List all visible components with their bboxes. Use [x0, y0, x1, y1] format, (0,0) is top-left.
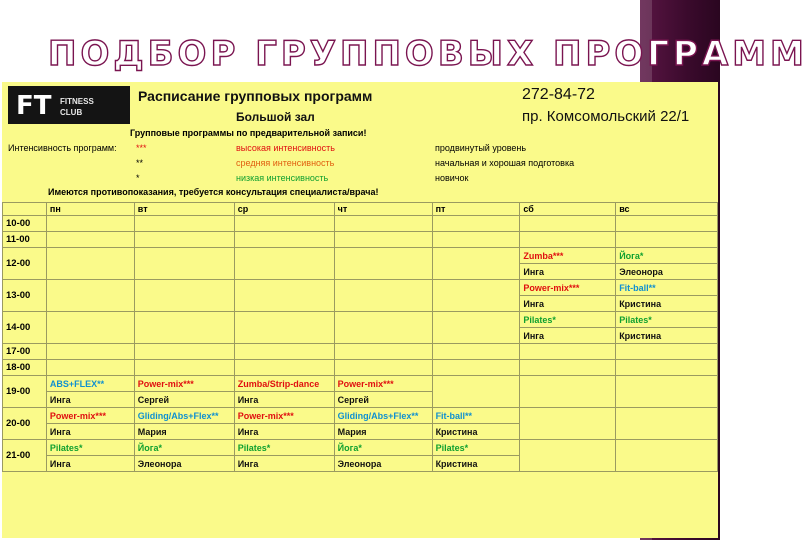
- empty-cell: [432, 280, 520, 312]
- empty-cell: [334, 248, 432, 280]
- program-name: Йога*: [616, 248, 718, 264]
- contraindication-note: Имеются противопоказания, требуется консультация специалиста/врача!: [48, 187, 379, 197]
- trainer-name: Инга: [46, 392, 134, 408]
- corner-cell: [3, 203, 47, 216]
- empty-cell: [134, 216, 234, 232]
- empty-cell: [46, 248, 134, 280]
- trainer-name: Мария: [134, 424, 234, 440]
- trainer-name: Инга: [234, 392, 334, 408]
- trainer-name: Инга: [234, 456, 334, 472]
- empty-cell: [432, 216, 520, 232]
- time-slot: 10-00: [3, 216, 47, 232]
- program-name: Power-mix***: [46, 408, 134, 424]
- empty-cell: [234, 312, 334, 344]
- day-header: пн: [46, 203, 134, 216]
- program-name: Power-mix***: [134, 376, 234, 392]
- empty-cell: [334, 312, 432, 344]
- empty-cell: [134, 344, 234, 360]
- day-header: ср: [234, 203, 334, 216]
- empty-cell: [234, 248, 334, 280]
- time-slot: 21-00: [3, 440, 47, 472]
- empty-cell: [46, 360, 134, 376]
- empty-cell: [432, 248, 520, 280]
- fitness-club-logo: [8, 86, 130, 124]
- trainer-name: Инга: [520, 296, 616, 312]
- program-name: Power-mix***: [334, 376, 432, 392]
- time-slot: 12-00: [3, 248, 47, 280]
- trainer-name: Элеонора: [334, 456, 432, 472]
- empty-cell: [520, 216, 616, 232]
- empty-cell: [234, 344, 334, 360]
- schedule-row: [3, 312, 718, 328]
- schedule-row: [3, 248, 718, 264]
- trainer-name: Кристина: [616, 296, 718, 312]
- time-slot: 13-00: [3, 280, 47, 312]
- day-header: пт: [432, 203, 520, 216]
- program-name: Pilates*: [46, 440, 134, 456]
- program-name: Йога*: [134, 440, 234, 456]
- empty-cell: [46, 232, 134, 248]
- time-slot: 19-00: [3, 376, 47, 408]
- empty-cell: [234, 360, 334, 376]
- empty-cell: [616, 408, 718, 440]
- empty-cell: [520, 232, 616, 248]
- empty-cell: [234, 280, 334, 312]
- time-slot: 17-00: [3, 344, 47, 360]
- empty-cell: [134, 248, 234, 280]
- level-high-desc: продвинутый уровень: [435, 143, 527, 153]
- logo-line2: CLUB: [60, 108, 83, 117]
- empty-cell: [134, 280, 234, 312]
- level-medium-desc: начальная и хорошая подготовка: [435, 158, 575, 168]
- hall-name: Большой зал: [236, 110, 315, 124]
- program-name: Fit-ball**: [432, 408, 520, 424]
- empty-cell: [334, 216, 432, 232]
- time-slot: 11-00: [3, 232, 47, 248]
- empty-cell: [520, 344, 616, 360]
- empty-cell: [616, 344, 718, 360]
- program-name: Pilates*: [520, 312, 616, 328]
- logo-line1: FITNESS: [60, 97, 94, 106]
- empty-cell: [616, 376, 718, 408]
- day-header: вт: [134, 203, 234, 216]
- empty-cell: [134, 360, 234, 376]
- club-address: пр. Комсомольский 22/1: [522, 108, 690, 125]
- program-name: Zumba/Strip-dance: [234, 376, 334, 392]
- level-high-stars: ***: [136, 143, 147, 153]
- empty-cell: [520, 360, 616, 376]
- day-header: чт: [334, 203, 432, 216]
- empty-cell: [46, 280, 134, 312]
- empty-cell: [616, 440, 718, 472]
- empty-cell: [334, 280, 432, 312]
- trainer-name: Кристина: [432, 456, 520, 472]
- schedule-table: [2, 202, 718, 472]
- day-header: сб: [520, 203, 616, 216]
- empty-cell: [432, 376, 520, 408]
- empty-cell: [520, 408, 616, 440]
- program-name: Fit-ball**: [616, 280, 718, 296]
- trainer-name: Инга: [520, 264, 616, 280]
- schedule-row: [3, 440, 718, 456]
- phone-number: 272-84-72: [522, 86, 595, 103]
- trainer-name: Кристина: [616, 328, 718, 344]
- program-name: Gliding/Abs+Flex**: [134, 408, 234, 424]
- time-slot: 14-00: [3, 312, 47, 344]
- empty-cell: [616, 360, 718, 376]
- level-medium-stars: **: [136, 158, 144, 168]
- level-low-desc: новичок: [435, 173, 469, 183]
- trainer-name: Кристина: [432, 424, 520, 440]
- empty-cell: [134, 232, 234, 248]
- empty-cell: [334, 232, 432, 248]
- trainer-name: Элеонора: [134, 456, 234, 472]
- program-name: Power-mix***: [234, 408, 334, 424]
- days-header-row: [3, 203, 718, 216]
- empty-cell: [46, 216, 134, 232]
- empty-cell: [432, 344, 520, 360]
- empty-cell: [520, 440, 616, 472]
- level-low-name: низкая интенсивность: [236, 173, 329, 183]
- day-header: вс: [616, 203, 718, 216]
- program-name: Zumba***: [520, 248, 616, 264]
- empty-cell: [616, 216, 718, 232]
- empty-cell: [46, 344, 134, 360]
- schedule-title: Расписание групповых программ: [138, 88, 373, 104]
- logo-ft: FT: [16, 91, 52, 121]
- trainer-name: Сергей: [134, 392, 234, 408]
- program-name: Йога*: [334, 440, 432, 456]
- program-name: Power-mix***: [520, 280, 616, 296]
- empty-cell: [432, 360, 520, 376]
- slide-title: ПОДБОР ГРУППОВЫХ ПРОГРАММ: [48, 34, 808, 74]
- trainer-name: Инга: [520, 328, 616, 344]
- empty-cell: [234, 232, 334, 248]
- program-name: Gliding/Abs+Flex**: [334, 408, 432, 424]
- trainer-name: Инга: [234, 424, 334, 440]
- level-high-name: высокая интенсивность: [236, 143, 335, 153]
- level-medium-name: средняя интенсивность: [236, 158, 335, 168]
- empty-cell: [616, 232, 718, 248]
- time-slot: 18-00: [3, 360, 47, 376]
- program-name: Pilates*: [432, 440, 520, 456]
- trainer-name: Инга: [46, 424, 134, 440]
- trainer-name: Сергей: [334, 392, 432, 408]
- schedule-row: [3, 280, 718, 296]
- schedule-row: [3, 408, 718, 424]
- intensity-label: Интенсивность программ:: [8, 143, 117, 153]
- empty-cell: [520, 376, 616, 408]
- program-name: ABS+FLEX**: [46, 376, 134, 392]
- trainer-name: Мария: [334, 424, 432, 440]
- program-name: Pilates*: [234, 440, 334, 456]
- empty-cell: [134, 312, 234, 344]
- preregistration-note: Групповые программы по предварительной записи!: [130, 128, 367, 138]
- time-slot: 20-00: [3, 408, 47, 440]
- level-low-stars: *: [136, 173, 140, 183]
- program-name: Pilates*: [616, 312, 718, 328]
- empty-cell: [432, 232, 520, 248]
- empty-cell: [334, 360, 432, 376]
- empty-cell: [46, 312, 134, 344]
- schedule-row: [3, 376, 718, 392]
- empty-cell: [234, 216, 334, 232]
- empty-cell: [432, 312, 520, 344]
- trainer-name: Инга: [46, 456, 134, 472]
- trainer-name: Элеонора: [616, 264, 718, 280]
- schedule-sheet: [2, 82, 718, 538]
- empty-cell: [334, 344, 432, 360]
